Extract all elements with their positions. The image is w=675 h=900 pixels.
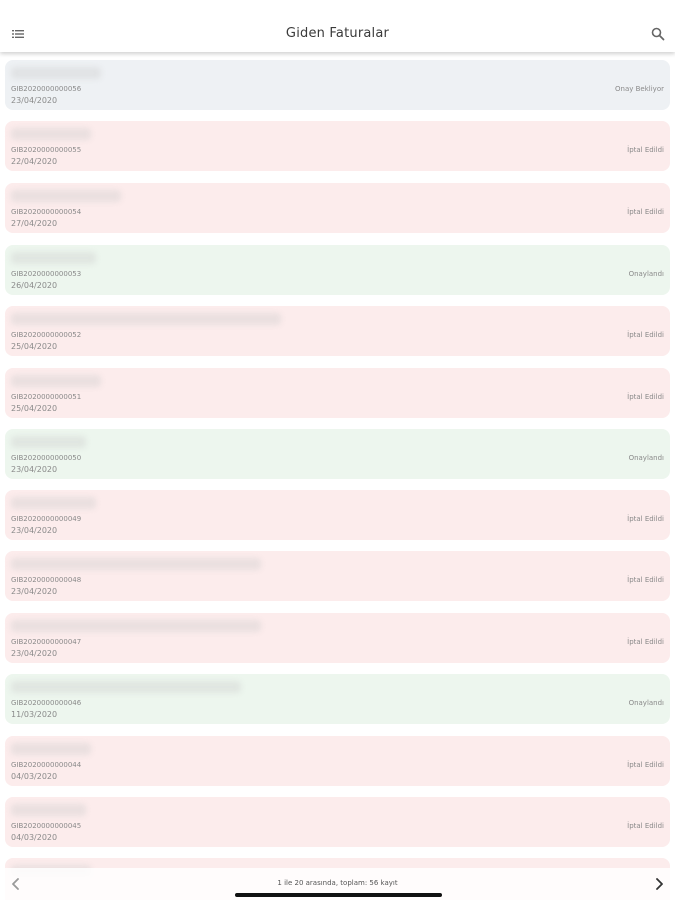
invoice-status: Onaylandı xyxy=(628,454,664,462)
redacted-customer-name xyxy=(11,375,101,387)
invoice-card[interactable] xyxy=(5,429,670,479)
invoice-date: 11/03/2020 xyxy=(11,710,58,719)
invoice-number: GIB2020000000052 xyxy=(11,331,82,339)
invoice-card[interactable] xyxy=(5,306,670,356)
app-bar xyxy=(0,0,675,52)
invoice-card[interactable] xyxy=(5,245,670,295)
invoice-status: Onay Bekliyor xyxy=(615,85,664,93)
invoice-date: 04/03/2020 xyxy=(11,833,58,842)
redacted-customer-name xyxy=(11,436,86,448)
home-indicator xyxy=(235,893,442,897)
invoice-date: 25/04/2020 xyxy=(11,404,58,413)
invoice-date: 27/04/2020 xyxy=(11,219,58,228)
invoice-date: 23/04/2020 xyxy=(11,649,58,658)
pagination-bar xyxy=(0,868,675,900)
redacted-customer-name xyxy=(11,743,91,755)
invoice-status: İptal Edildi xyxy=(627,146,664,154)
invoice-date: 23/04/2020 xyxy=(11,96,58,105)
invoice-number: GIB2020000000044 xyxy=(11,761,82,769)
invoice-card[interactable] xyxy=(5,551,670,601)
redacted-customer-name xyxy=(11,804,86,816)
invoice-card[interactable] xyxy=(5,736,670,786)
invoice-number: GIB2020000000055 xyxy=(11,146,82,154)
invoice-card[interactable] xyxy=(5,490,670,540)
invoice-number: GIB2020000000054 xyxy=(11,208,82,216)
invoice-date: 25/04/2020 xyxy=(11,342,58,351)
redacted-customer-name xyxy=(11,313,281,325)
invoice-card[interactable] xyxy=(5,674,670,724)
invoice-card[interactable] xyxy=(5,613,670,663)
invoice-status: İptal Edildi xyxy=(627,331,664,339)
page-title: Giden Faturalar xyxy=(285,26,390,41)
invoice-status: İptal Edildi xyxy=(627,393,664,401)
redacted-customer-name xyxy=(11,67,101,79)
redacted-customer-name xyxy=(11,497,96,509)
redacted-customer-name xyxy=(11,128,91,140)
redacted-customer-name xyxy=(11,558,261,570)
invoice-status: İptal Edildi xyxy=(627,638,664,646)
invoice-number: GIB2020000000047 xyxy=(11,638,82,646)
invoice-list[interactable] xyxy=(0,52,675,900)
invoice-date: 23/04/2020 xyxy=(11,587,58,596)
invoice-status: İptal Edildi xyxy=(627,576,664,584)
invoice-date: 23/04/2020 xyxy=(11,465,58,474)
invoice-status: İptal Edildi xyxy=(627,822,664,830)
search-icon[interactable] xyxy=(650,26,666,42)
invoice-number: GIB2020000000049 xyxy=(11,515,82,523)
invoice-number: GIB2020000000056 xyxy=(11,85,82,93)
invoice-number: GIB2020000000045 xyxy=(11,822,82,830)
invoice-card[interactable] xyxy=(5,60,670,110)
invoice-card[interactable] xyxy=(5,368,670,418)
invoice-number: GIB2020000000051 xyxy=(11,393,82,401)
invoice-number: GIB2020000000053 xyxy=(11,270,82,278)
invoice-status: İptal Edildi xyxy=(627,761,664,769)
invoice-number: GIB2020000000050 xyxy=(11,454,82,462)
invoice-date: 22/04/2020 xyxy=(11,157,58,166)
chevron-right-icon[interactable] xyxy=(651,876,667,892)
redacted-customer-name xyxy=(11,190,121,202)
invoice-status: İptal Edildi xyxy=(627,515,664,523)
invoice-date: 26/04/2020 xyxy=(11,281,58,290)
redacted-customer-name xyxy=(11,252,96,264)
invoice-card[interactable] xyxy=(5,121,670,171)
invoice-card[interactable] xyxy=(5,183,670,233)
redacted-customer-name xyxy=(11,681,241,693)
pagination-info: 1 ile 20 arasında, toplam: 56 kayıt xyxy=(277,879,398,887)
invoice-status: Onaylandı xyxy=(628,699,664,707)
invoice-card[interactable] xyxy=(5,797,670,847)
invoice-number: GIB2020000000048 xyxy=(11,576,82,584)
invoice-date: 23/04/2020 xyxy=(11,526,58,535)
invoice-status: İptal Edildi xyxy=(627,208,664,216)
invoice-number: GIB2020000000046 xyxy=(11,699,82,707)
invoice-date: 04/03/2020 xyxy=(11,772,58,781)
redacted-customer-name xyxy=(11,620,261,632)
invoice-status: Onaylandı xyxy=(628,270,664,278)
